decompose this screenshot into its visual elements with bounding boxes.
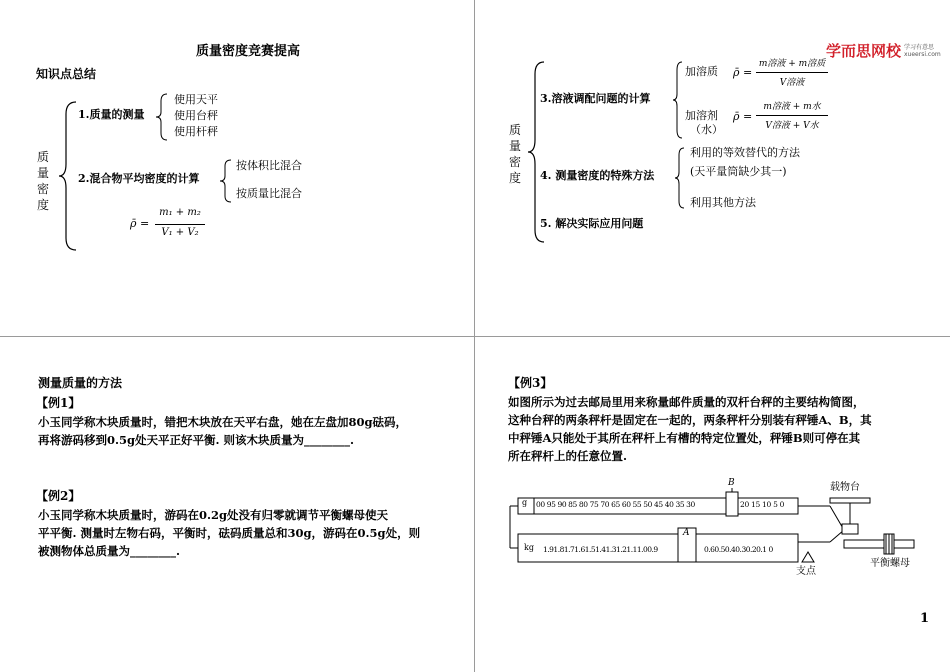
example-2-line: 被测物体总质量为________. [38, 544, 181, 558]
sub-item: 使用天平 [174, 93, 218, 106]
sub-item: (天平量筒缺少其一) [690, 165, 787, 178]
sub-item: 使用杆秤 [174, 125, 218, 138]
sub-brace-3 [672, 60, 684, 140]
vertical-char: 量 [36, 166, 49, 180]
example-2-line: 小玉同学称木块质量时，游码在0.2g处没有归零就调节平衡螺母使天 [38, 508, 389, 522]
fraction-line [756, 115, 828, 116]
fraction-line [155, 224, 205, 225]
vertical-char: 度 [508, 171, 521, 185]
example-3-line: 这种台秤的两条秤杆是固定在一起的，两条秤杆分别装有秤锤A、B，其 [508, 413, 872, 427]
item-mixture-density: 2.混合物平均密度的计算 [78, 172, 200, 185]
item-solution-blending: 3.溶液调配问题的计算 [540, 92, 651, 105]
formula-numerator: m溶液 + m水 [763, 102, 821, 112]
vertical-char: 量 [508, 139, 521, 153]
bottom-scale-marks: 1.91.81.71.61.51.41.31.21.11.00.9 [543, 545, 658, 554]
sub-brace-1 [155, 92, 169, 142]
sub-item: 按质量比混合 [236, 187, 302, 200]
formula-lhs: ρ̄ = [733, 110, 753, 123]
weight-b-label: B [728, 478, 735, 488]
pivot-label: 支点 [796, 566, 816, 577]
item-applications: 5. 解决实际应用问题 [540, 217, 644, 230]
top-scale-marks: 00 95 90 85 80 75 70 65 60 55 50 45 40 35 30 [536, 500, 695, 509]
formula-numerator: m溶液 + m溶质 [758, 59, 826, 69]
vertical-char: 密 [508, 155, 521, 169]
top-scale-marks-right: 20 15 10 5 0 [740, 500, 785, 509]
brand-logo-url: xueersi.com [904, 51, 941, 58]
item-special-methods: 4. 测量密度的特殊方法 [540, 169, 655, 182]
formula-lhs: ρ̄ = [130, 217, 150, 230]
sub-item: 使用台秤 [174, 109, 218, 122]
sub-item: 按体积比混合 [236, 159, 302, 172]
vertical-char: 度 [36, 198, 49, 212]
brand-logo: 学而思网校 [826, 42, 902, 60]
sub-item-add-solvent: 加溶剂 [685, 109, 718, 122]
example-3-line: 如图所示为过去邮局里用来称量邮件质量的双杆台秤的主要结构简图， [508, 395, 865, 409]
top-scale-unit: g [522, 498, 528, 507]
platform-label: 载物台 [830, 482, 860, 493]
horizontal-divider [0, 336, 950, 337]
sub-item-add-solute: 加溶质 [685, 65, 718, 78]
bottom-scale-unit: kg [524, 543, 534, 552]
formula-denominator: V溶液 [779, 78, 805, 88]
example-1-line: 再将游码移到0.5g处天平正好平衡. 则该木块质量为________. [38, 433, 355, 447]
vertical-char: 质 [36, 150, 49, 164]
example-1-label: 【例1】 [36, 396, 81, 410]
weight-a-label: A [683, 528, 690, 538]
formula-denominator: V₁ + V₂ [161, 227, 199, 238]
sub-brace-4 [674, 146, 686, 210]
page-number: 1 [920, 611, 930, 626]
example-3-line: 所在秤杆上的任意位置. [508, 449, 628, 463]
vertical-char: 质 [508, 123, 521, 137]
sub-item: 利用的等效替代的方法 [690, 146, 800, 159]
item-mass-measurement: 1.质量的测量 [78, 108, 145, 121]
formula-numerator: m₁ + m₂ [159, 207, 201, 218]
steelyard-drawing [500, 476, 930, 586]
vertical-char: 密 [36, 182, 49, 196]
example-3-label: 【例3】 [508, 376, 553, 390]
fraction-line [756, 72, 828, 73]
brand-logo-slogan: 学习有意思 [904, 44, 935, 51]
steelyard-diagram [500, 476, 930, 586]
page-title: 质量密度竞赛提高 [196, 44, 301, 59]
main-brace [58, 100, 80, 252]
bottom-scale-marks-right: 0.60.50.40.30.20.1 0 [704, 545, 773, 554]
section-subtitle: 知识点总结 [36, 67, 97, 81]
balance-nut-label: 平衡螺母 [870, 558, 910, 569]
example-1-line: 小玉同学称木块质量时，错把木块放在天平右盘，她在左盘加80g砝码， [38, 415, 408, 429]
example-2-label: 【例2】 [36, 489, 81, 503]
formula-lhs: ρ̄ = [733, 66, 753, 79]
example-2-line: 平平衡. 测量时左物右码，平衡时，砝码质量总和30g，游码在0.5g处，则 [38, 526, 421, 540]
sub-item-add-solvent-note: （水） [690, 123, 723, 136]
section-heading: 测量质量的方法 [38, 376, 123, 390]
formula-denominator: V溶液 + V水 [765, 121, 819, 131]
sub-brace-2 [219, 158, 233, 204]
sub-item: 利用其他方法 [690, 196, 756, 209]
example-3-line: 中秤锤A只能处于其所在秤杆上有槽的特定位置处，秤锤B则可停在其 [508, 431, 861, 445]
